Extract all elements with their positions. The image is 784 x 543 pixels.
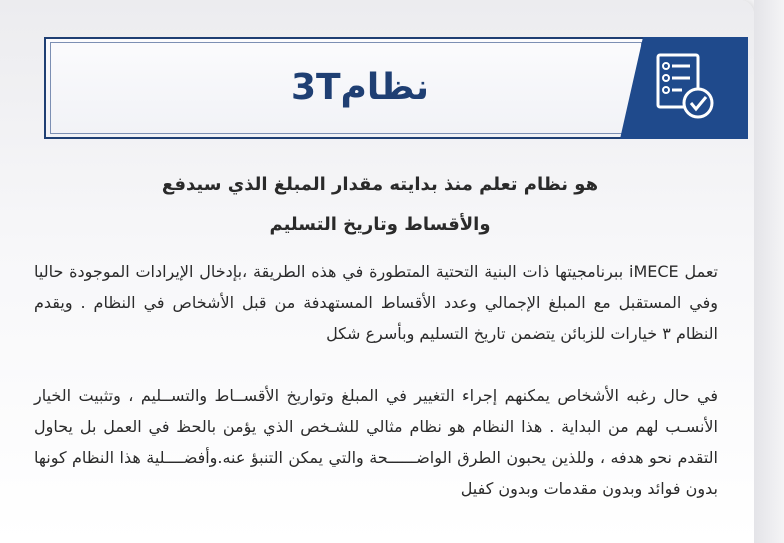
page-title: نظام3T	[290, 67, 430, 108]
card-edge	[754, 0, 784, 543]
paragraph-1: تعمل iMECE ببرنامجيتها ذات البنية التحتية المتطورة في هذه الطريقة ،بإدخال الإيرادات الموجودة حاليا وفي المستقبل مع المبلغ الإجمالي وعدد الأقساط المستهدفة من قبل الأشخاص في النظام . ويقدم النظام ٣ خيارات للزبائن يتضمن تاريخ التسليم وبأسرع شكل	[34, 262, 719, 343]
checklist-icon	[654, 51, 716, 123]
paragraph-2: في حال رغبه الأشخاص يمكنهم إجراء التغيير في المبلغ وتواريخ الأقســاط والتســليم ، وتثبيت الخيار الأنسـب لهم من البداية . هذا النظام هو نظام مثالي للشـخص الذي يؤمن بالحظ في العمل بل يحاول التقدم نحو هدفه ، وللذين يحبون الطرق الواضــــــحة والتي يمكن التنبؤ عنه.وأفضــــلية هذا النظام كونها بدون فوائد وبدون مقدمات وبدون كفيل	[34, 386, 718, 498]
lead-line-1: هو نظام تعلم منذ بدايته مقدار المبلغ الذي سيدفع	[161, 174, 599, 195]
lead-line-2: والأقساط وتاريخ التسليم	[269, 214, 491, 235]
